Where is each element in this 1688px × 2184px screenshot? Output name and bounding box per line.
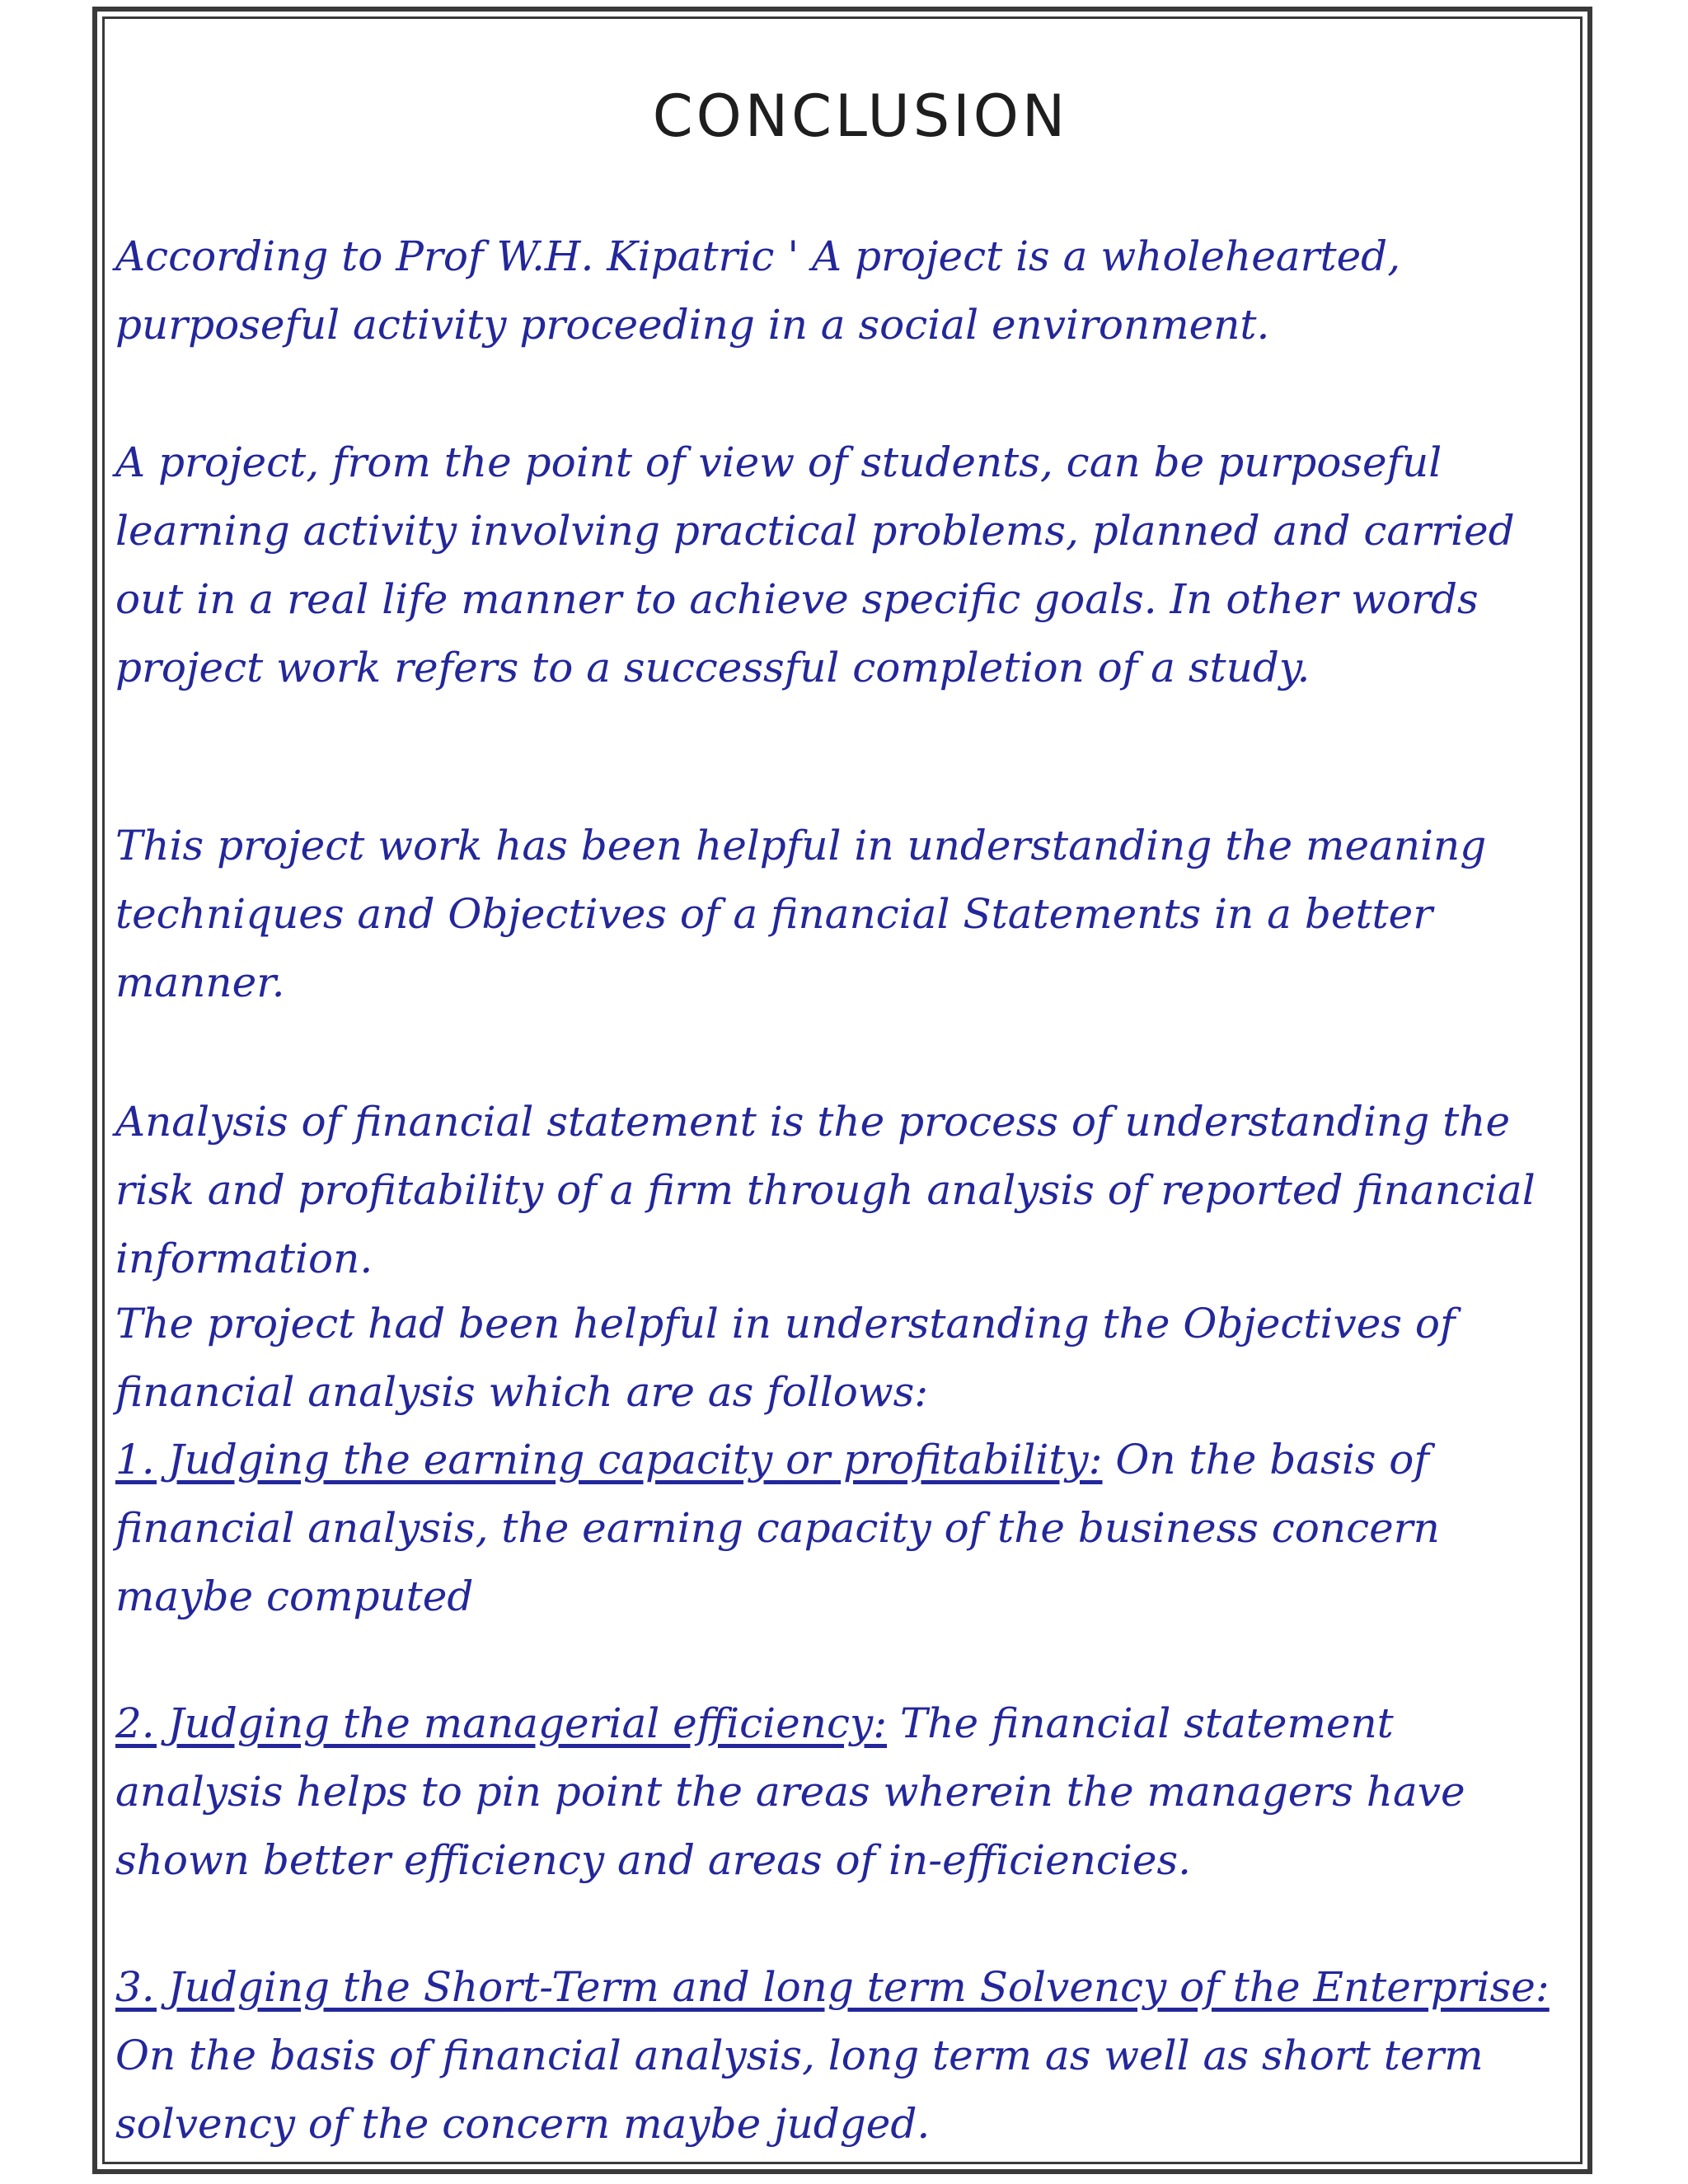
objective-item-1 — [115, 1426, 1574, 1631]
objective-body-1: On the basis of financial analysis, the earning capacity of the business concern maybe computed — [115, 1436, 1440, 1620]
paragraph-project-helpful: This project work has been helpful in understanding the meaning techniques and Objectives of a financial Statements in a better manner. — [115, 822, 1487, 1006]
objective-body-3: On the basis of financial analysis, long term as well as short term solvency of the concern maybe judged. — [115, 2032, 1484, 2148]
objective-body-2: The financial statement analysis helps to pin point the areas wherein the managers have shown better efficiency and areas of in-efficiencies. — [115, 1699, 1465, 1884]
objective-heading-2: 2. Judging the managerial efficiency: — [115, 1699, 888, 1747]
objective-heading-1: 1. Judging the earning capacity or profitability: — [115, 1436, 1103, 1483]
paragraph-definition: According to Prof W.H. Kipatric ' A project is a wholehearted, purposeful activity proceeding in a social environment. — [115, 232, 1401, 349]
page-title: CONCLUSION — [652, 82, 1069, 150]
paragraph-students-view: A project, from the point of view of students, can be purposeful learning activity involving practical problems, planned and carried out in a real life manner to achieve specific goals. In other words project work refers to a successful completion of a study. — [115, 438, 1515, 691]
objective-item-2 — [115, 1690, 1574, 1895]
paragraph-objectives-intro: The project had been helpful in understanding the Objectives of financial analysis which are as follows: — [115, 1300, 1456, 1416]
objective-heading-3: 3. Judging the Short-Term and long term Solvency of the Enterprise: — [115, 1963, 1550, 2011]
paragraph-analysis-definition: Analysis of financial statement is the process of understanding the risk and profitability of a firm through analysis of reported financial information. — [115, 1098, 1536, 1282]
objective-item-3 — [115, 1953, 1574, 2158]
